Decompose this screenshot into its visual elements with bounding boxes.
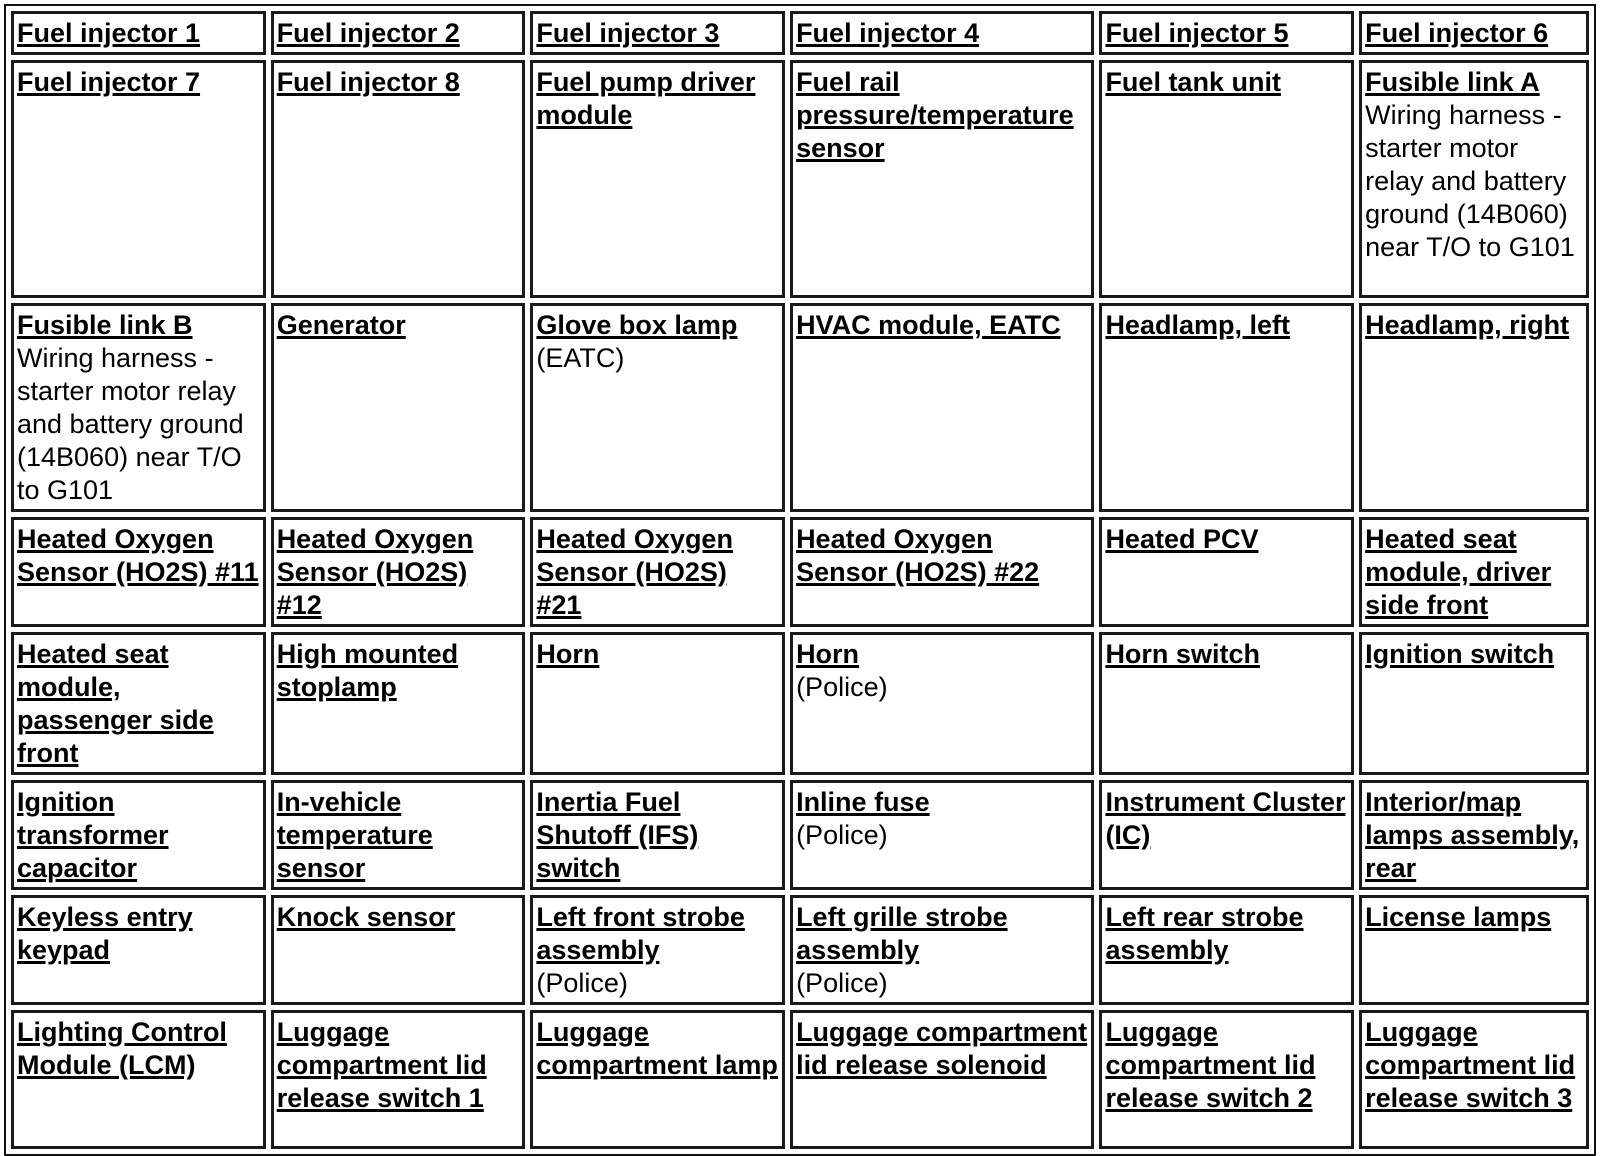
table-cell — [11, 11, 266, 55]
table-cell — [790, 11, 1094, 55]
component-link[interactable]: Luggage compartment lid release switch 2 — [1105, 1017, 1316, 1113]
table-cell — [1359, 780, 1589, 890]
component-link[interactable]: Keyless entry keypad — [17, 902, 193, 965]
table-cell — [1359, 517, 1589, 627]
table-cell — [1099, 60, 1354, 298]
component-link[interactable]: Fuel injector 1 — [17, 18, 201, 48]
component-link[interactable]: In-vehicle temperature sensor — [276, 787, 433, 883]
component-link[interactable]: Left front strobe assembly — [536, 902, 745, 965]
table-row — [11, 11, 1589, 55]
component-link[interactable]: Headlamp, right — [1365, 310, 1570, 340]
component-link[interactable]: Fuel injector 5 — [1105, 18, 1289, 48]
table-cell — [790, 303, 1094, 512]
table-cell — [271, 11, 526, 55]
table-cell — [530, 60, 785, 298]
component-link[interactable]: Luggage compartment lid release solenoid — [796, 1017, 1088, 1080]
table-cell — [271, 895, 526, 1005]
component-link[interactable]: Fuel injector 4 — [796, 18, 980, 48]
table-cell — [271, 632, 526, 775]
component-link[interactable]: Fuel injector 3 — [536, 18, 720, 48]
component-link[interactable]: Luggage compartment lid release switch 3 — [1365, 1017, 1576, 1113]
table-cell — [1359, 632, 1589, 775]
component-link[interactable]: Heated PCV — [1105, 524, 1259, 554]
component-link[interactable]: Left grille strobe assembly — [796, 902, 1008, 965]
component-note: (Police) — [796, 820, 888, 850]
table-cell — [11, 60, 266, 298]
component-link[interactable]: Luggage compartment lid release switch 1 — [276, 1017, 487, 1113]
table-cell — [1099, 780, 1354, 890]
component-link[interactable]: License lamps — [1365, 902, 1552, 932]
component-link[interactable]: Knock sensor — [276, 902, 456, 932]
component-link[interactable]: Heated Oxygen Sensor (HO2S) #22 — [796, 524, 1040, 587]
table-row — [11, 895, 1589, 1005]
table-cell — [530, 11, 785, 55]
component-table — [4, 4, 1596, 1156]
component-link[interactable]: Instrument Cluster (IC) — [1105, 787, 1346, 850]
component-link[interactable]: Fuel pump driver module — [536, 67, 756, 130]
component-link[interactable]: Fuel injector 2 — [276, 18, 460, 48]
table-cell — [271, 1010, 526, 1149]
component-link[interactable]: Heated seat module, driver side front — [1365, 524, 1552, 620]
component-link[interactable]: Fusible link A — [1365, 67, 1540, 97]
component-link[interactable]: Fuel injector 8 — [276, 67, 460, 97]
table-cell — [790, 60, 1094, 298]
table-cell — [1359, 303, 1589, 512]
table-cell — [271, 517, 526, 627]
table-row — [11, 303, 1589, 512]
table-row — [11, 632, 1589, 775]
component-link[interactable]: Headlamp, left — [1105, 310, 1290, 340]
component-link[interactable]: Horn — [536, 639, 600, 669]
table-cell — [1099, 303, 1354, 512]
table-row — [11, 1010, 1589, 1149]
component-link[interactable]: Lighting Control Module (LCM) — [17, 1017, 227, 1080]
component-link[interactable]: Heated Oxygen Sensor (HO2S) #21 — [536, 524, 733, 620]
component-link[interactable]: Fusible link B — [17, 310, 193, 340]
component-link[interactable]: Fuel injector 6 — [1365, 18, 1549, 48]
table-cell — [530, 632, 785, 775]
component-link[interactable]: Heated seat module, passenger side front — [17, 639, 214, 768]
component-note: (EATC) — [536, 343, 625, 373]
component-link[interactable]: Horn switch — [1105, 639, 1260, 669]
component-note: Wiring harness - starter motor relay and battery ground (14B060) near T/O to G101 — [1365, 100, 1575, 262]
component-link[interactable]: HVAC module, EATC — [796, 310, 1061, 340]
table-cell — [530, 303, 785, 512]
table-cell — [530, 780, 785, 890]
table-cell — [271, 303, 526, 512]
table-cell — [11, 895, 266, 1005]
component-link[interactable]: Ignition transformer capacitor — [17, 787, 169, 883]
component-link[interactable]: Heated Oxygen Sensor (HO2S) #12 — [276, 524, 474, 620]
table-cell — [11, 517, 266, 627]
table-cell — [1099, 895, 1354, 1005]
component-link[interactable]: Interior/map lamps assembly, rear — [1365, 787, 1580, 883]
table-cell — [1359, 895, 1589, 1005]
table-cell — [11, 303, 266, 512]
table-cell — [790, 632, 1094, 775]
table-cell — [1359, 11, 1589, 55]
component-link[interactable]: Fuel rail pressure/temperature sensor — [796, 67, 1074, 163]
component-link[interactable]: Glove box lamp — [536, 310, 738, 340]
table-body — [11, 11, 1589, 1149]
table-cell — [530, 895, 785, 1005]
table-cell — [271, 780, 526, 890]
table-cell — [790, 517, 1094, 627]
component-link[interactable]: Fuel tank unit — [1105, 67, 1281, 97]
table-cell — [11, 780, 266, 890]
table-cell — [790, 895, 1094, 1005]
table-cell — [11, 632, 266, 775]
table-cell — [1099, 517, 1354, 627]
component-note: (Police) — [796, 672, 888, 702]
table-cell — [1359, 1010, 1589, 1149]
component-link[interactable]: Heated Oxygen Sensor (HO2S) #11 — [17, 524, 259, 587]
component-link[interactable]: Horn — [796, 639, 860, 669]
table-cell — [1099, 632, 1354, 775]
component-link[interactable]: Left rear strobe assembly — [1105, 902, 1304, 965]
table-cell — [1359, 60, 1589, 298]
table-cell — [790, 780, 1094, 890]
component-link[interactable]: Inertia Fuel Shutoff (IFS) switch — [536, 787, 699, 883]
table-cell — [790, 1010, 1094, 1149]
component-link[interactable]: Generator — [276, 310, 406, 340]
table-cell — [271, 60, 526, 298]
table-cell — [530, 1010, 785, 1149]
component-note: Wiring harness - starter motor relay and battery ground (14B060) near T/O to G101 — [17, 343, 244, 505]
table-row — [11, 60, 1589, 298]
component-link[interactable]: Ignition switch — [1365, 639, 1555, 669]
component-note: (Police) — [796, 968, 888, 998]
table-cell — [11, 1010, 266, 1149]
table-row — [11, 517, 1589, 627]
component-note: (Police) — [536, 968, 628, 998]
component-link[interactable]: Inline fuse — [796, 787, 930, 817]
table-cell — [530, 517, 785, 627]
component-link[interactable]: Luggage compartment lamp — [536, 1017, 778, 1080]
component-link[interactable]: Fuel injector 7 — [17, 67, 201, 97]
table-cell — [1099, 11, 1354, 55]
table-row — [11, 780, 1589, 890]
component-link[interactable]: High mounted stoplamp — [276, 639, 459, 702]
table-cell — [1099, 1010, 1354, 1149]
